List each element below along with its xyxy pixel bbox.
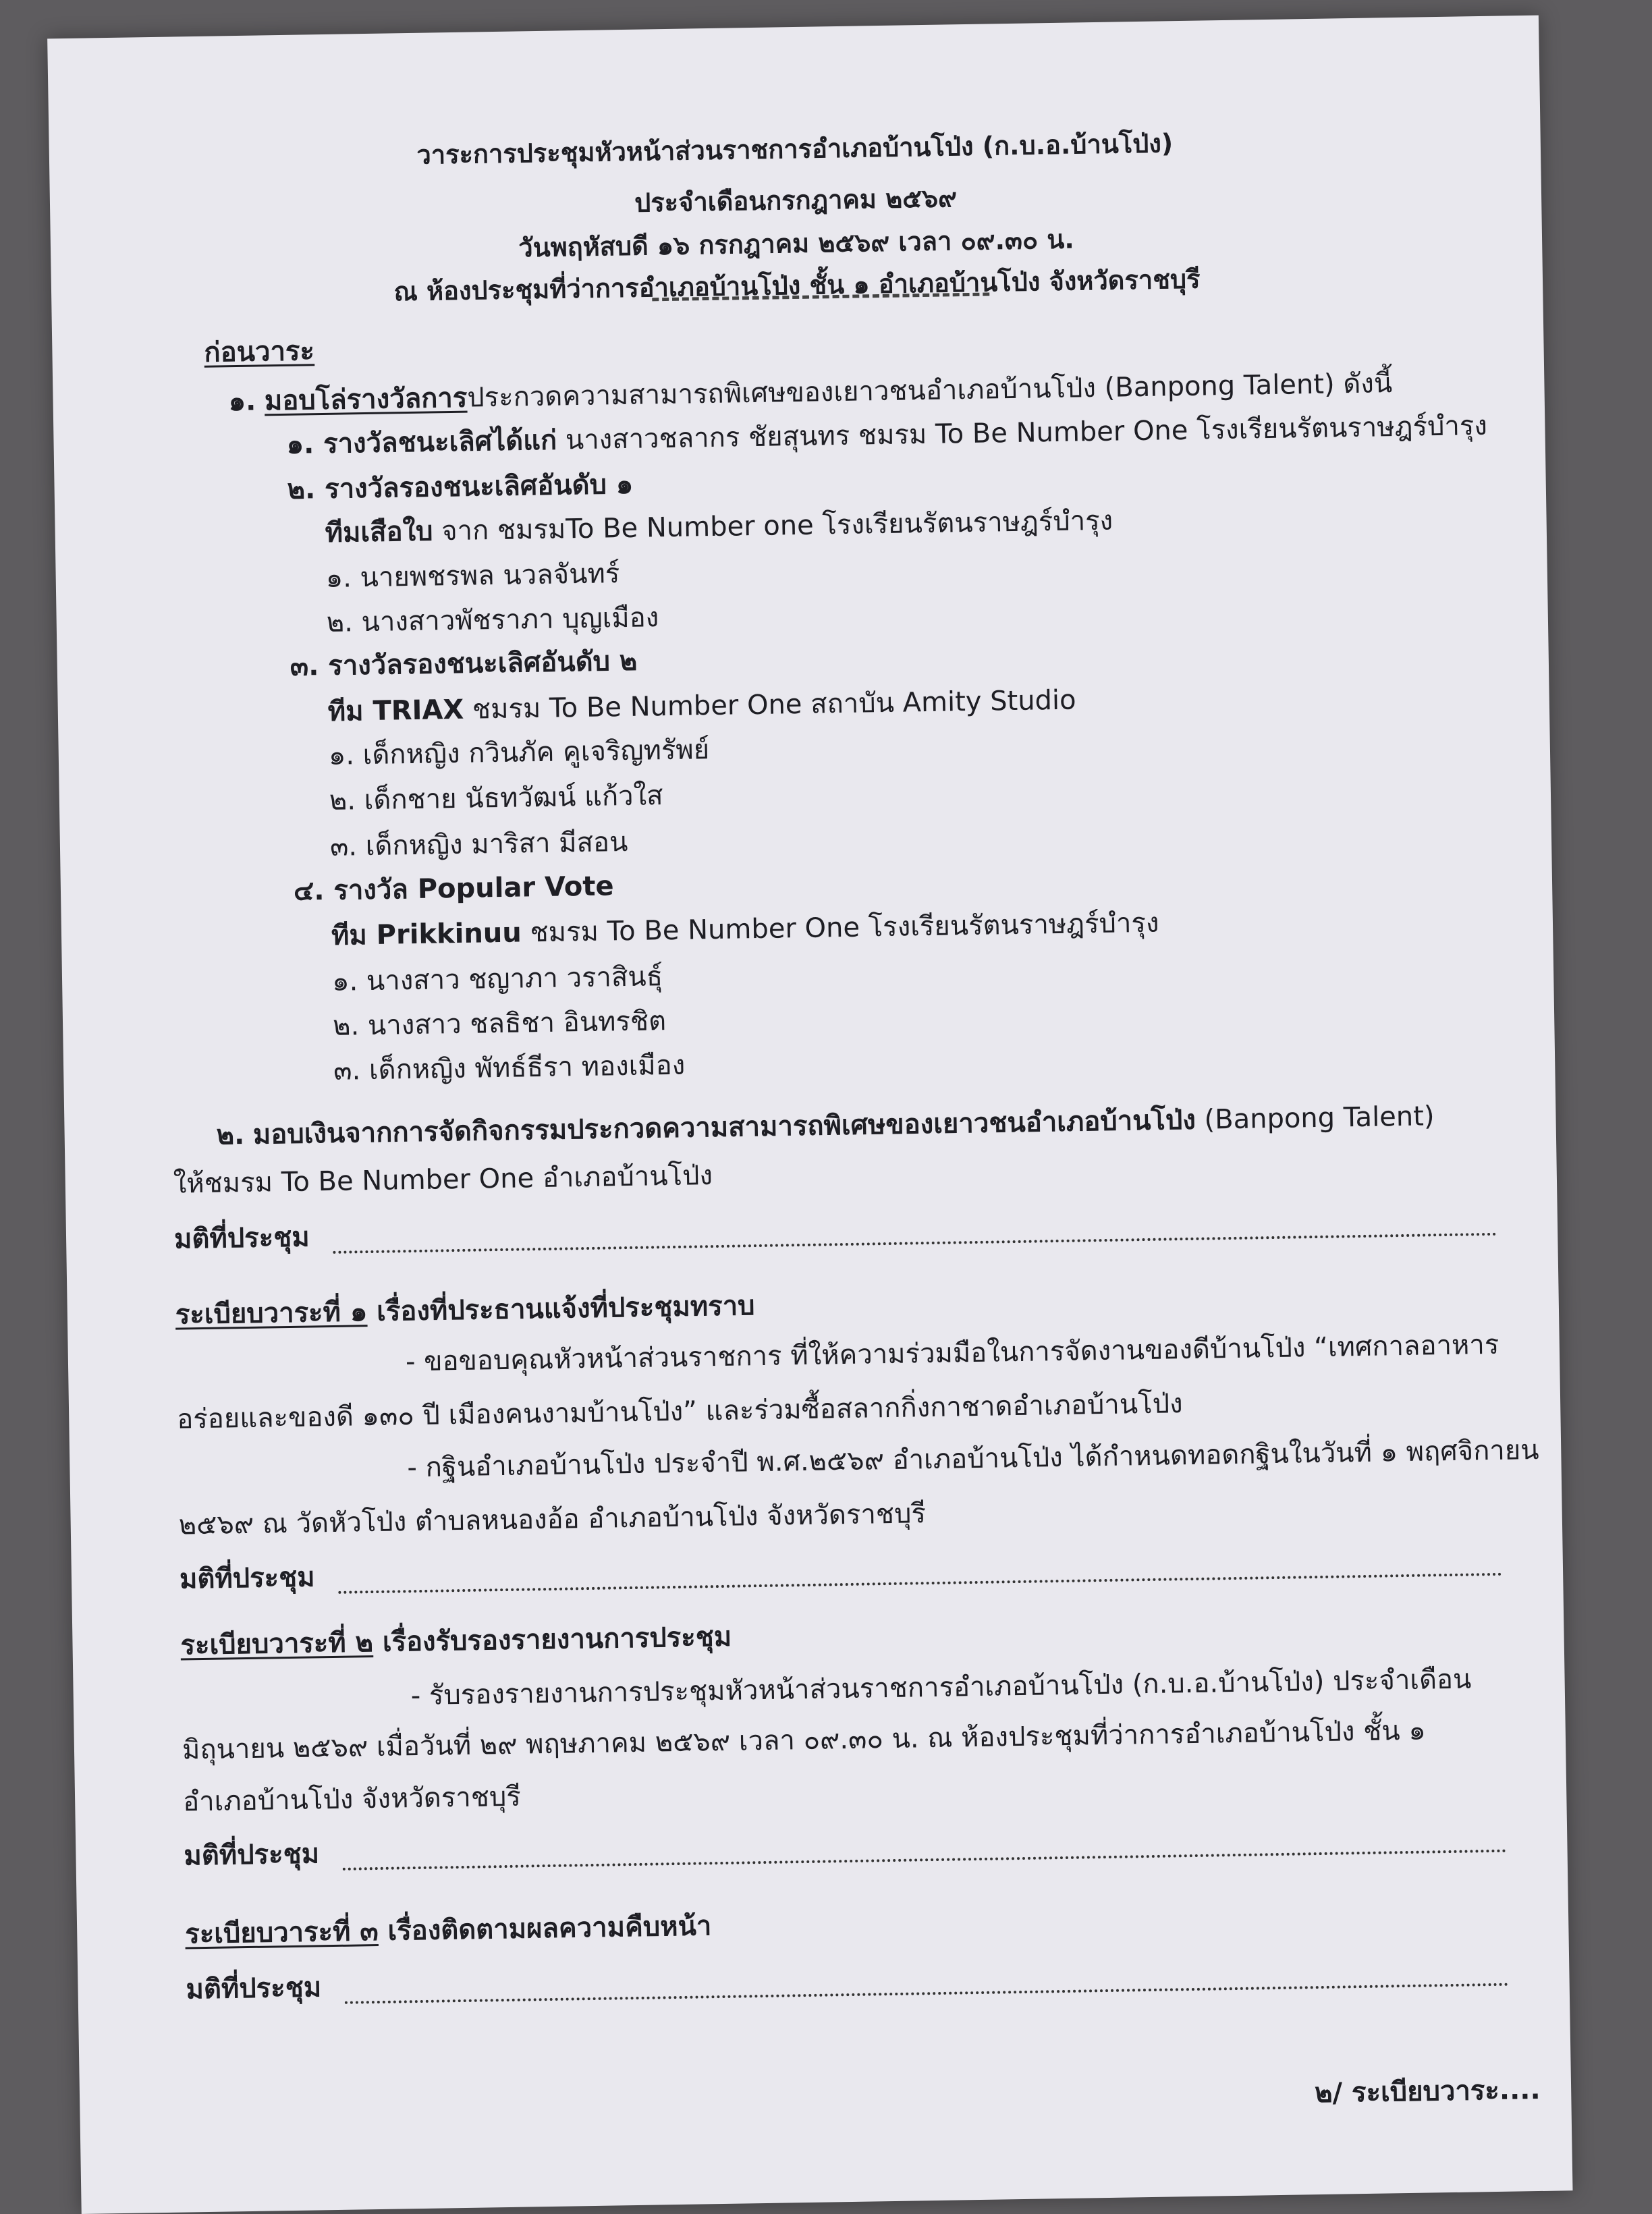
agenda3-label: ระเบียบวาระที่ ๓ [184,1916,379,1950]
award-3-member-3: ๓. เด็กหญิง มาริสา มีสอน [329,826,628,862]
agenda2-title: เรื่องรับรองรายงานการประชุม [373,1621,732,1659]
agenda1-p2-line2: ๒๕๖๙ ณ วัดหัวโป่ง ตำบลหนองอ้อ อำเภอบ้านโป่ง จังหวัดราชบุรี [178,1498,927,1541]
pre-agenda-resolution-label: มติที่ประชุม [173,1221,310,1255]
agenda2-p1-line3: อำเภอบ้านโป่ง จังหวัดราชบุรี [182,1781,522,1818]
agenda1-heading [175,1290,754,1331]
pre-agenda-item2-title [216,1100,1435,1151]
award-1 [286,410,1487,461]
award-2-member-2: ๒. นางสาวพัชราภา บุญเมือง [326,602,659,638]
paper-sheet [47,16,1572,2214]
pre-agenda-resolution-dots [333,1233,1497,1254]
agenda1-p1-line1: - ขอขอบคุณหัวหน้าส่วนราชการ ที่ให้ความร่วมมือในการจัดงานของดีบ้านโป่ง “เทศกาลอาหาร [405,1329,1499,1378]
document-page [47,16,1572,2214]
award-3-team-label: ทีม TRIAX [327,694,464,727]
award-2-label: ๒. รางวัลรองชนะเลิศอันดับ ๑ [287,468,634,505]
item1-title-bold: มอบโล่รางวัลการ [264,382,468,417]
agenda2-heading [180,1621,732,1662]
doc-venue: ณ ห้องประชุมที่ว่าการอำเภอบ้านโป่ง ชั้น ๑ อำเภอบ้านโป่ง จังหวัดราชบุรี [393,264,1201,307]
award-4-team-detail: ชมรม To Be Number One โรงเรียนรัตนราษฎร์บำรุง [521,907,1159,949]
agenda1-label: ระเบียบวาระที่ ๑ [175,1296,368,1331]
pre-agenda-item2-line2: ให้ชมรม To Be Number One อำเภอบ้านโป่ง [173,1160,713,1200]
item1-title-rest: ประกวดความสามารถพิเศษของเยาวชนอำเภอบ้านโป่ง (Banpong Talent) ดังนี้ [466,368,1393,414]
award-2-team-label: ทีมเสือใบ [325,516,433,549]
agenda1-p1-line2: อร่อยและของดี ๑๓๐ ปี เมืองคนงามบ้านโป่ง” และร่วมซื้อสลากกิ่งกาชาดอำเภอบ้านโป่ง [176,1388,1183,1435]
award-3-team-detail: ชมรม To Be Number One สถาบัน Amity Studio [463,684,1076,725]
agenda2-resolution-label: มติที่ประชุม [184,1838,320,1872]
award-4-member-2: ๒. นางสาว ชลธิชา อินทรชิต [332,1005,667,1042]
pre-agenda-item1-title [228,367,1392,418]
award-4-member-3: ๓. เด็กหญิง พัทธ์ธีรา ทองเมือง [333,1049,686,1086]
agenda3-resolution-label: มติที่ประชุม [186,1972,322,2005]
award-3-member-2: ๒. เด็กชาย นัธทวัฒน์ แก้วใส [329,780,663,817]
continuation-marker: ๒/ ระเบียบวาระ.... [1314,2074,1541,2109]
agenda2-resolution-dots [343,1850,1507,1871]
doc-date-time: วันพฤหัสบดี ๑๖ กรกฎาคม ๒๕๖๙ เวลา ๐๙.๓๐ น. [518,224,1075,263]
award-3-team [327,684,1076,728]
doc-month: ประจำเดือนกรกฎาคม ๒๕๖๙ [634,183,958,218]
agenda1-p2-line1: - กฐินอำเภอบ้านโป่ง ประจำปี พ.ศ.๒๕๖๙ อำเภอบ้านโป่ง ได้กำหนดทอดกฐินในวันที่ ๑ พฤศจิกายน [407,1434,1539,1484]
award-2-member-1: ๑. นายพชรพล นวลจันทร์ [325,558,620,594]
doc-title: วาระการประชุมหัวหน้าส่วนราชการอำเภอบ้านโป่ง (ก.บ.อ.บ้านโป่ง) [416,128,1174,170]
item1-number: ๑. [228,385,256,418]
award-2-team [325,505,1113,549]
item2-title-bold: มอบเงินจากการจัดกิจกรรมประกวดความสามารถพิเศษของเยาวชนอำเภอบ้านโป่ง [252,1104,1196,1151]
agenda2-label: ระเบียบวาระที่ ๒ [180,1627,374,1661]
agenda2-p1-line2: มิถุนายน ๒๕๖๙ เมื่อวันที่ ๒๙ พฤษภาคม ๒๕๖๙ เวลา ๐๙.๓๐ น. ณ ห้องประชุมที่ว่าการอำเภอบ้านโป่ง ชั้น ๑ [182,1715,1427,1766]
agenda3-resolution-dots [345,1983,1509,2004]
award-4-team-label: ทีม Prikkinuu [331,917,522,951]
award-4-member-1: ๑. นางสาว ชญาภา วราสินธุ์ [331,961,663,997]
award-1-detail: นางสาวชลากร ชัยสุนทร ชมรม To Be Number One โรงเรียนรัตนราษฎร์บำรุง [556,410,1488,456]
agenda1-title: เรื่องที่ประธานแจ้งที่ประชุมทราบ [366,1290,755,1328]
award-2-team-detail: จาก ชมรมTo Be Number one โรงเรียนรัตนราษฎร์บำรุง [433,505,1113,547]
agenda1-resolution-dots [338,1573,1502,1594]
pre-agenda-heading: ก่อนวาระ [204,335,315,368]
award-3-label: ๓. รางวัลรองชนะเลิศอันดับ ๒ [290,645,638,682]
agenda3-title: เรื่องติดตามผลความคืบหน้า [378,1910,712,1947]
agenda2-p1-line1: - รับรองรายงานการประชุมหัวหน้าส่วนราชการอำเภอบ้านโป่ง (ก.บ.อ.บ้านโป่ง) ประจำเดือน [410,1663,1472,1712]
award-3-member-1: ๑. เด็กหญิง กวินภัค คูเจริญทรัพย์ [328,734,710,771]
agenda3-heading [185,1910,712,1950]
item2-title-rest: (Banpong Talent) [1195,1101,1435,1136]
award-4-team [331,907,1159,952]
award-1-label: ๑. รางวัลชนะเลิศได้แก่ [286,424,557,460]
item2-number: ๒. [216,1119,245,1151]
agenda1-resolution-label: มติที่ประชุม [179,1561,315,1595]
award-4-label: ๔. รางวัล Popular Vote [293,870,614,907]
